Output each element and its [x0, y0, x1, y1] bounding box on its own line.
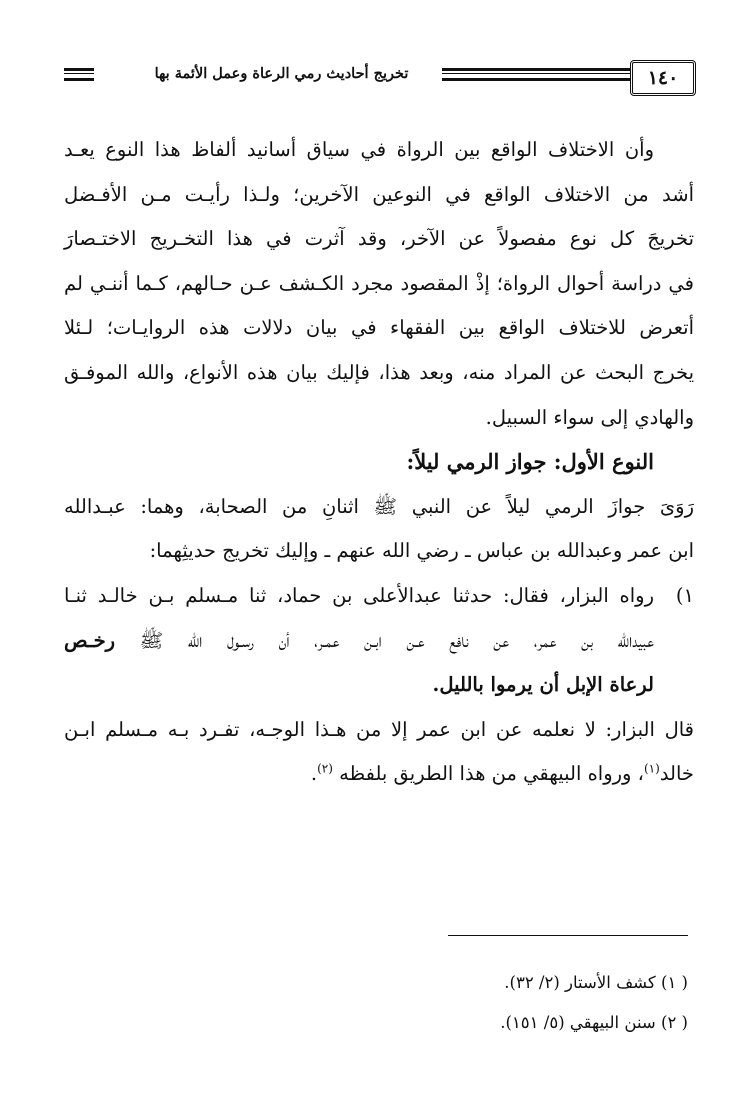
section-heading: النوع الأول: جواز الرمي ليلاً:	[406, 449, 654, 475]
narration-line: ابن عمر وعبدالله بن عباس ـ رضي الله عنهم ـ وإليك تخريج حديثِهما:	[149, 539, 694, 563]
body-line: وأن الاختلاف الواقع بين الرواة في سياق أسانيد ألفاظ هذا النوع يعـد	[64, 138, 654, 161]
comment-line: قال البزار: لا نعلمه عن ابن عمر إلا من هـذا الوجـه، تفـرد بـه مـسلم ابـن	[64, 717, 694, 741]
footnote-ref[interactable]: (١)	[643, 761, 660, 776]
hadith-text: رواه البزار، فقال: حدثنا عبدالأعلى بن حماد، ثنا مـسلم بـن خالـد ثنـا	[64, 583, 654, 607]
hadith-line-1	[64, 574, 694, 619]
body-line: أتعرض للاختلاف الواقع بين الفقهاء في بيان دلالات هذه الروايـات؛ لـئلا	[64, 316, 694, 340]
hadith-bold-line: لرعاة الإبل أن يرموا بالليل.	[432, 673, 654, 697]
running-title: تخريج أحاديث رمي الرعاة وعمل الأئمة بها	[154, 65, 409, 82]
body-line: أشد من الاختلاف الواقع في النوعين الآخرين؛ ولـذا رأيـت مـن الأفـضل	[64, 182, 694, 206]
body-text	[64, 128, 694, 797]
header-rule-long	[442, 68, 634, 81]
comment-text: خالد	[659, 762, 694, 786]
footnote: ( ٢) سنن البيهقي (٥/ ١٥١).	[500, 1013, 688, 1032]
hadith-text: عبيدالله بن عمر، عن نافع عـن ابـن عمـر، أن رسـول الله ﷺ	[139, 628, 655, 652]
comment-line-2	[64, 752, 694, 797]
footnote-separator	[448, 935, 688, 936]
comment-text: .	[310, 762, 318, 786]
body-line: يخرج البحث عن المراد منه، وبعد هذا، فإليك بيان هذه الأنواع، والله الموفـق	[64, 360, 694, 384]
footnote-ref[interactable]: (٢)	[317, 761, 333, 776]
header-rule-short	[64, 68, 94, 81]
footnote: ( ١) كشف الأستار (٢/ ٣٢).	[504, 973, 688, 992]
footnotes	[68, 963, 688, 1043]
hadith-bold-text: رخـص	[64, 628, 116, 652]
hadith-line-2	[64, 619, 694, 664]
page-header	[64, 58, 696, 98]
hadith-number: ١)	[675, 583, 694, 607]
body-line: والهادي إلى سواء السبيل.	[485, 405, 694, 429]
narration-line: رَوَىَ جوازَ الرمي ليلاً عن النبي ﷺ اثنانِ من الصحابة، وهما: عبـدالله	[64, 494, 694, 518]
body-line: في دراسة أحوال الرواة؛ إذْ المقصود مجرد الكـشف عـن حـالهم، كـما أننـي لم	[64, 271, 694, 295]
page-number: ١٤٠	[630, 60, 696, 96]
body-line: تخريجَ كل نوع مفصولاً عن الآخر، وقد آثرت في هذا التخـريج الاختـصارَ	[64, 227, 695, 251]
comment-text: ، ورواه البيهقي من هذا الطريق بلفظه	[339, 762, 644, 786]
